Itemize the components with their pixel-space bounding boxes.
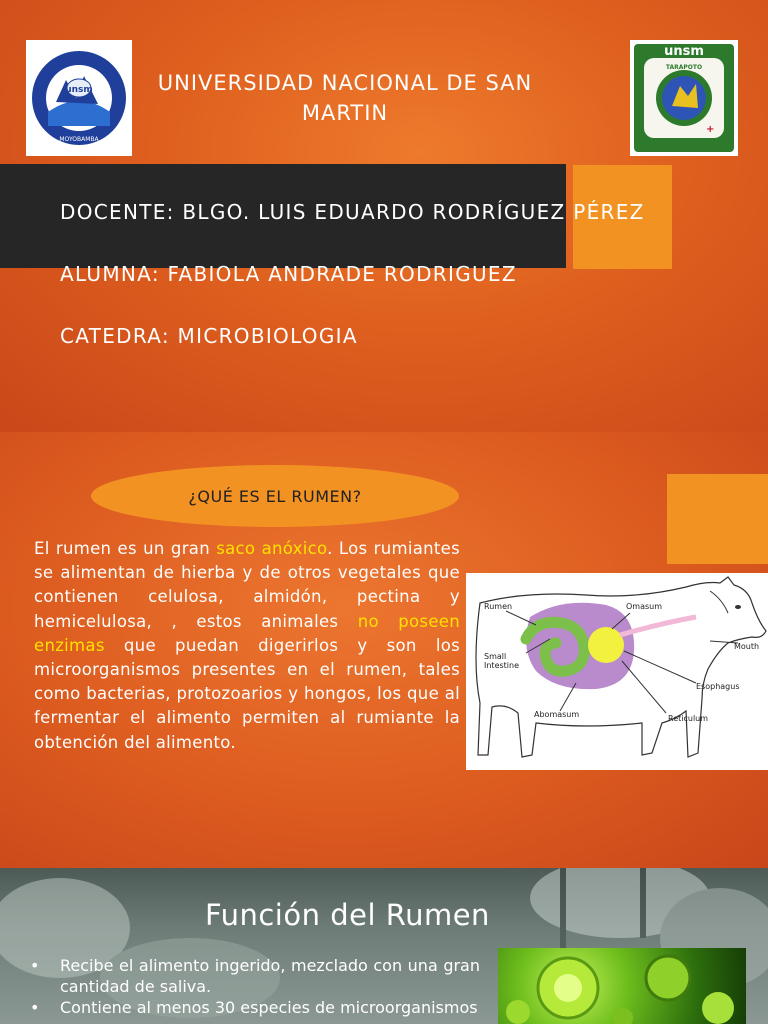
label-esophagus: Esophagus <box>696 682 740 691</box>
logo-right-unsm: unsm <box>664 44 704 59</box>
label-rumen: Rumen <box>484 602 513 611</box>
alumna-line: ALUMNA: FABIOLA ANDRADE RODRIGUEZ <box>60 262 517 286</box>
logo-left-unsm: unsm <box>65 85 93 95</box>
accent-square <box>667 474 768 564</box>
catedra-line: CATEDRA: MICROBIOLOGIA <box>60 324 358 348</box>
function-bullets <box>30 955 480 1018</box>
function-title: Función del Rumen <box>205 898 490 932</box>
label-reticulum: Reticulum <box>668 714 709 723</box>
svg-text:+: + <box>706 124 715 135</box>
label-intestine: Intestine <box>484 661 520 670</box>
label-mouth: Mouth <box>734 642 760 651</box>
bacteria-image <box>498 948 746 1024</box>
question-text: ¿QUÉ ES EL RUMEN? <box>188 486 362 506</box>
highlight-no-enzymes: no poseen enzimas <box>34 611 460 655</box>
university-logo <box>630 40 738 156</box>
university-name: UNIVERSIDAD NACIONAL DE SAN MARTIN <box>157 71 533 125</box>
rumen-paragraph <box>34 537 460 755</box>
paragraph-text: . Los rumiantes se alimentan de hierba y de otros vegetales que contienen celulosa, almidón, pectina y hemicelulosa, , estos animales <box>34 539 461 631</box>
bullet-item: • Recibe el alimento ingerido, mezclado con una gran cantidad de saliva. <box>30 955 480 997</box>
bullet-item: • Contiene al menos 30 especies de microorganismos <box>30 997 480 1018</box>
logo-right-city: TARAPOTO <box>665 64 703 71</box>
cow-stomach-diagram <box>466 573 768 770</box>
logo-left-city: MOYOBAMBA <box>59 136 99 143</box>
paragraph-text: que puedan digerirlos y son los microorganismos presentes en el rumen, tales como bacterias, protozoarios y hongos, los que al fermentar el alimento permiten al rumiante la obtención del alimento. <box>34 635 460 752</box>
label-omasum: Omasum <box>626 602 663 611</box>
highlight-anoxic: saco anóxico <box>216 539 328 558</box>
paragraph-text: El rumen es un gran <box>34 539 217 558</box>
docente-line: DOCENTE: BLGO. LUIS EDUARDO RODRÍGUEZ PÉREZ <box>60 200 645 224</box>
question-oval <box>91 465 459 527</box>
school-logo <box>26 40 132 156</box>
label-abomasum: Abomasum <box>534 710 580 719</box>
label-small: Small <box>484 652 507 661</box>
